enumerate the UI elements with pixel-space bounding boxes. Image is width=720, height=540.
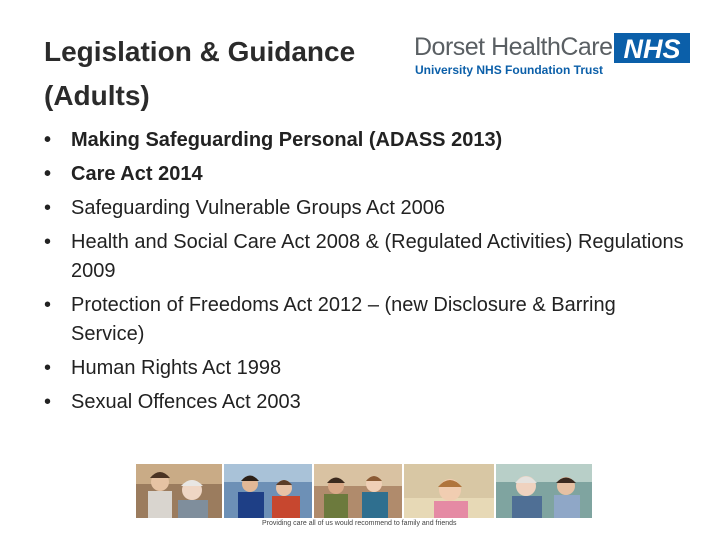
- list-item-text: Protection of Freedoms Act 2012 – (new Disclosure & Barring Service): [71, 294, 616, 345]
- bullet-icon: •: [44, 129, 52, 151]
- logo-name: Dorset HealthCare: [414, 33, 613, 61]
- list-item: [44, 194, 694, 223]
- photo-group-conversation: [314, 464, 402, 518]
- photo-strip: [136, 464, 592, 518]
- list-item: [44, 126, 694, 155]
- logo-subtitle: University NHS Foundation Trust: [415, 63, 604, 77]
- bullet-icon: •: [44, 197, 52, 219]
- photo-child-smiling: [404, 464, 494, 518]
- dorset-healthcare-logo: [414, 32, 694, 84]
- footer-tagline: Providing care all of us would recommend to family and friends: [262, 520, 457, 527]
- bullet-icon: •: [44, 357, 52, 379]
- list-item: [44, 388, 694, 417]
- list-item: [44, 291, 694, 349]
- photo-elderly-women: [496, 464, 592, 518]
- title-line-1: Legislation & Guidance: [44, 36, 356, 67]
- title-line-2: (Adults): [44, 80, 150, 111]
- list-item: [44, 228, 694, 286]
- list-item: [44, 354, 694, 383]
- list-item-text: Health and Social Care Act 2008 & (Regulated Activities) Regulations 2009: [71, 231, 684, 282]
- photo-carer-with-elderly-man: [136, 464, 222, 518]
- slide-title: [44, 30, 404, 118]
- bullet-icon: •: [44, 231, 52, 253]
- bullet-icon: •: [44, 163, 52, 185]
- nhs-logo-icon: [614, 33, 690, 63]
- bullet-icon: •: [44, 294, 52, 316]
- photo-nurse-with-patient: [224, 464, 312, 518]
- list-item-text: Safeguarding Vulnerable Groups Act 2006: [71, 197, 445, 219]
- legislation-list: [44, 126, 694, 422]
- nhs-badge-text: NHS: [623, 34, 681, 63]
- list-item: [44, 160, 694, 189]
- list-item-text: Sexual Offences Act 2003: [71, 391, 301, 413]
- list-item-text: Care Act 2014: [71, 163, 203, 185]
- list-item-text: Human Rights Act 1998: [71, 357, 282, 379]
- bullet-icon: •: [44, 391, 52, 413]
- list-item-text: Making Safeguarding Personal (ADASS 2013): [71, 129, 503, 151]
